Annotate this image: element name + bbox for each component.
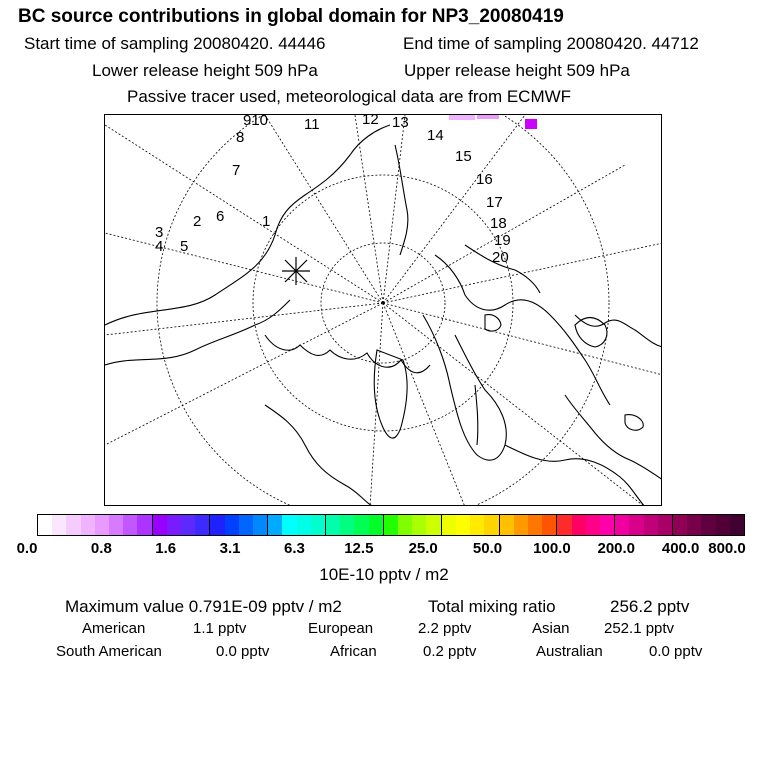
trajectory-label-7: 7 (232, 162, 241, 179)
coastline-iceland-ridge (475, 385, 478, 445)
color-scale-swatch (542, 515, 556, 535)
coastlines (105, 125, 662, 506)
meridian (105, 233, 383, 303)
color-scale-tick-label: 3.1 (219, 540, 241, 557)
region-name-australian: Australian (536, 643, 603, 660)
coastline-north-america-west (105, 125, 390, 325)
coastline-north-america-south (105, 300, 290, 365)
plume-cell (477, 115, 499, 119)
meridian (105, 125, 383, 303)
color-scale-tick-label: 1.6 (155, 540, 177, 557)
color-scale-swatch (426, 515, 440, 535)
color-scale-swatch (81, 515, 95, 535)
color-scale-swatch (701, 515, 715, 535)
color-scale-swatch (658, 515, 672, 535)
release-point-asterisk (282, 257, 310, 285)
color-scale-swatch (441, 515, 456, 535)
trajectory-label-3: 3 (155, 224, 164, 241)
coastline-chukotka (395, 145, 408, 255)
color-scale-swatch (209, 515, 224, 535)
island-novaya-zemlya (575, 318, 607, 348)
trajectory-label-12: 12 (362, 115, 379, 128)
trajectory-label-13: 13 (392, 115, 409, 131)
color-scale-swatch (354, 515, 368, 535)
coastline-mediterranean (505, 445, 645, 506)
island-svalbard (485, 315, 501, 332)
trajectory-label-4: 4 (155, 238, 164, 255)
lat-lon-grid (105, 115, 662, 506)
region-value-south-american: 0.0 pptv (216, 643, 270, 660)
color-scale-tick-label: 6.3 (284, 540, 305, 557)
color-scale-swatch (383, 515, 398, 535)
color-scale-tick-label: 25.0 (408, 540, 438, 557)
color-scale-swatch (282, 515, 296, 535)
color-scale-swatch (456, 515, 470, 535)
color-scale-unit: 10E-10 pptv / m2 (319, 565, 449, 584)
region-name-european: European (308, 620, 374, 637)
lower-release-height-label: Lower release height 509 hPa (92, 61, 318, 80)
latitude-circle-outer (157, 115, 609, 506)
color-scale-swatch (514, 515, 528, 535)
color-scale-tick-label: 0.8 (90, 540, 112, 557)
trajectory-label-15: 15 (455, 148, 472, 165)
polar-map (104, 114, 662, 506)
color-scale-swatch (644, 515, 658, 535)
coastline-scandinavia (423, 315, 506, 460)
region-value-european: 2.2 pptv (418, 620, 472, 637)
meridian (105, 303, 383, 445)
total-mixing-ratio-label: Total mixing ratio (428, 597, 556, 616)
end-time-label: End time of sampling 20080420. 44712 (403, 34, 699, 53)
color-scale-swatch (109, 515, 123, 535)
color-scale-tick-label: 200.0 (597, 540, 636, 557)
trajectory-label-6: 6 (216, 208, 225, 225)
meridian (383, 115, 405, 303)
meridian (383, 303, 465, 506)
color-scale-tick-label: 12.5 (344, 540, 374, 557)
region-name-asian: Asian (532, 620, 570, 637)
coastline-far-east (575, 315, 662, 347)
total-mixing-ratio-value: 256.2 pptv (610, 597, 690, 616)
region-value-asian: 252.1 pptv (604, 620, 675, 637)
color-scale-tick-label: 0.0 (16, 540, 38, 557)
start-time-label: Start time of sampling 20080420. 44446 (24, 34, 326, 53)
trajectory-label-5: 5 (180, 238, 189, 255)
color-scale-swatch (672, 515, 687, 535)
trajectory-label-1: 1 (262, 213, 271, 230)
color-scale-swatch (369, 515, 383, 535)
color-scale-tick-label: 800.0 (708, 540, 746, 557)
island-british-isles (625, 415, 643, 431)
region-value-american: 1.1 pptv (193, 620, 247, 637)
meridian (383, 303, 645, 506)
color-scale-swatch (195, 515, 209, 535)
color-scale-swatch (253, 515, 267, 535)
color-scale-swatch (137, 515, 151, 535)
color-scale-swatch (239, 515, 253, 535)
color-scale-bar (37, 514, 745, 536)
color-scale-swatch (325, 515, 340, 535)
meridian (265, 115, 383, 303)
color-scale-swatch (556, 515, 571, 535)
meridian (383, 303, 662, 375)
region-value-australian: 0.0 pptv (649, 643, 703, 660)
color-scale-swatch (95, 515, 109, 535)
trajectory-label-18: 18 (490, 215, 507, 232)
color-scale-swatch (225, 515, 239, 535)
trajectory-label-11: 11 (304, 116, 320, 133)
color-scale-swatch (716, 515, 730, 535)
trajectory-label-8: 8 (236, 129, 245, 146)
color-scale-swatch (398, 515, 412, 535)
color-scale-swatch (412, 515, 426, 535)
color-scale-swatch (687, 515, 701, 535)
meridian (383, 115, 525, 303)
color-scale-swatch (123, 515, 137, 535)
trajectory-label-17: 17 (486, 194, 503, 211)
tracer-note: Passive tracer used, meteorological data are from ECMWF (127, 87, 572, 106)
color-scale-tick-label: 50.0 (472, 540, 503, 557)
region-name-african: African (330, 643, 377, 660)
color-scale-tick-label: 100.0 (533, 540, 571, 557)
color-scale-swatch (528, 515, 542, 535)
color-scale-swatch (311, 515, 325, 535)
color-scale-swatch (267, 515, 282, 535)
color-scale-swatch (38, 515, 52, 535)
meridian (383, 243, 662, 303)
coastline-eastern-canada (265, 405, 375, 506)
color-scale-swatch (730, 515, 744, 535)
color-scale-swatch (52, 515, 66, 535)
color-scale-swatch (484, 515, 498, 535)
color-scale-swatch (66, 515, 80, 535)
color-scale-swatch (586, 515, 600, 535)
trajectory-label-9-10: 910 (243, 115, 269, 129)
trajectory-label-19: 19 (494, 232, 511, 249)
trajectory-label-2: 2 (193, 213, 202, 230)
color-scale-swatch (340, 515, 354, 535)
color-scale-swatch (167, 515, 181, 535)
trajectory-labels (155, 115, 511, 266)
plume-cell (525, 119, 537, 129)
color-scale-swatch (499, 515, 514, 535)
plume-cell (449, 115, 475, 120)
region-value-african: 0.2 pptv (423, 643, 477, 660)
trajectory-label-20: 20 (492, 249, 509, 266)
map-canvas (105, 115, 662, 506)
color-scale-swatch (181, 515, 195, 535)
trajectory-label-16: 16 (476, 171, 493, 188)
region-name-south-american: South American (56, 643, 162, 660)
trajectory-label-14: 14 (427, 127, 444, 144)
color-scale-swatch (470, 515, 484, 535)
coastline-europe (565, 395, 662, 480)
color-scale-swatch (152, 515, 167, 535)
plot-title: BC source contributions in global domain for NP3_20080419 (18, 6, 564, 27)
color-scale-swatch (614, 515, 629, 535)
maximum-value: Maximum value 0.791E-09 pptv / m2 (65, 597, 342, 616)
color-scale-swatch (297, 515, 311, 535)
region-name-american: American (82, 620, 146, 637)
coastline-siberia (435, 255, 610, 405)
color-scale-tick-label: 400.0 (661, 540, 700, 557)
color-scale-swatch (572, 515, 586, 535)
color-scale-swatch (600, 515, 614, 535)
upper-release-height-label: Upper release height 509 hPa (404, 61, 630, 80)
color-scale-swatch (629, 515, 643, 535)
